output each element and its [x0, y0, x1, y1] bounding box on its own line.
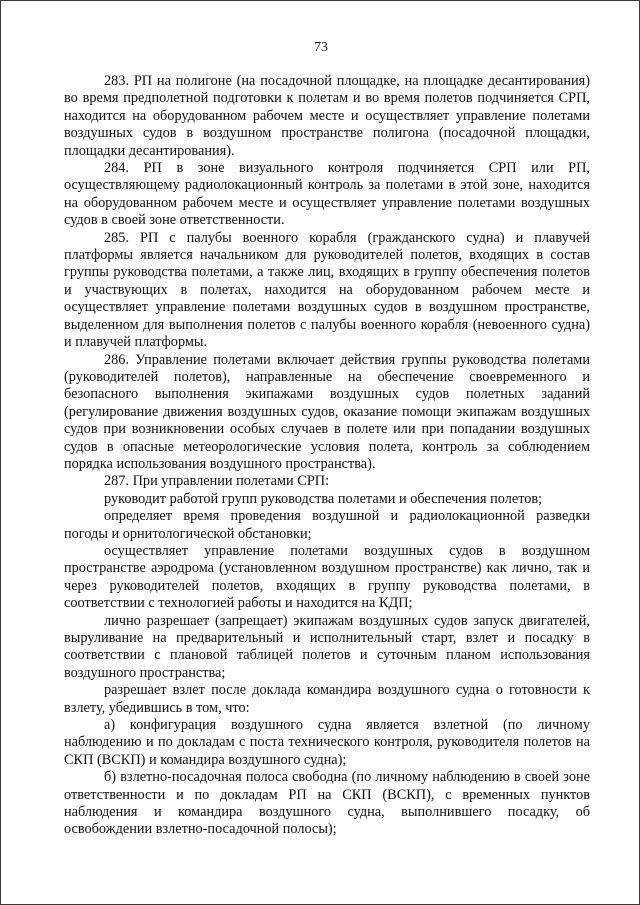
sub-item-b: б) взлетно-посадочная полоса свободна (по личному наблюдению в своей зоне ответственности и по докладам РП на СКП (ВСКП), с временных пунктов наблюдения и командира воздушного судна, выполнившего посадку, об освобождении взлетно-посадочной полосы);: [64, 769, 590, 838]
list-item: лично разрешает (запрещает) экипажам воздушных судов запуск двигателей, выруливание на предварительный и исполнительный старт, взлет и посадку в соответствии с плановой таблицей полетов и суточным планом использования воздушного пространства;: [64, 612, 590, 681]
sub-item-a: а) конфигурация воздушного судна является взлетной (по личному наблюдению и по докладам с поста технического контроля, руководителя полетов на СКП (ВСКП) и командира воздушного судна);: [64, 717, 590, 768]
paragraph-286: 286. Управление полетами включает действия группы руководства полетами (руководителей полетов), направленные на обеспечение своевременного и безопасного выполнения экипажами воздушных судов полетных заданий (регулирование движения воздушных судов, оказание помощи экипажам воздушных судов при возникновении особых случаев в полете или при попадании воздушных судов в опасные метеорологические условия полета, контроль за соблюдением порядка использования воздушного пространства).: [64, 351, 590, 472]
paragraph-284: 284. РП в зоне визуального контроля подчиняется СРП или РП, осуществляющему радиолокационный контроль за полетами в этой зоне, находится на оборудованном рабочем месте и осуществляет управление полетами воздушных судов в своей зоне ответственности.: [64, 160, 590, 229]
list-item: осуществляет управление полетами воздушных судов в воздушном пространстве аэродрома (установленном воздушном пространстве) как лично, так и через руководителей полетов, входящих в группу руководства полетами, в соответствии с технологией работы и находится на КДП;: [64, 542, 590, 612]
document-body: [64, 73, 590, 839]
list-item: разрешает взлет после доклада командира воздушного судна о готовности к взлету, убедившись в том, что:: [64, 682, 590, 716]
list-item: руководит работой групп руководства полетами и обеспечения полетов;: [104, 490, 543, 507]
paragraph-287: 287. При управлении полетами СРП:: [104, 473, 330, 490]
page-number: 73: [314, 40, 328, 55]
paragraph-285: 285. РП с палубы военного корабля (гражданского судна) и плавучей платформы является начальником для руководителей полетов, входящих в состав группы руководства полетами, а также лиц, входящих в группу обеспечения полетов и участвующих в полетах, находится на оборудованном рабочем месте и осуществляет управление полетами воздушных судов в воздушном пространстве, выделенном для выполнения полетов с палубы военного корабля (невоенного судна) и плавучей платформы.: [64, 229, 590, 351]
paragraph-283: 283. РП на полигоне (на посадочной площадке, на площадке десантирования) во время предполетной подготовки к полетам и во время полетов подчиняется СРП, находится на оборудованном рабочем месте и осуществляет управление полетами воздушных судов в воздушном пространстве полигона (посадочной площадки, площадки десантирования).: [64, 73, 590, 159]
list-item: определяет время проведения воздушной и радиолокационной разведки погоды и орнитологической обстановки;: [64, 508, 590, 542]
